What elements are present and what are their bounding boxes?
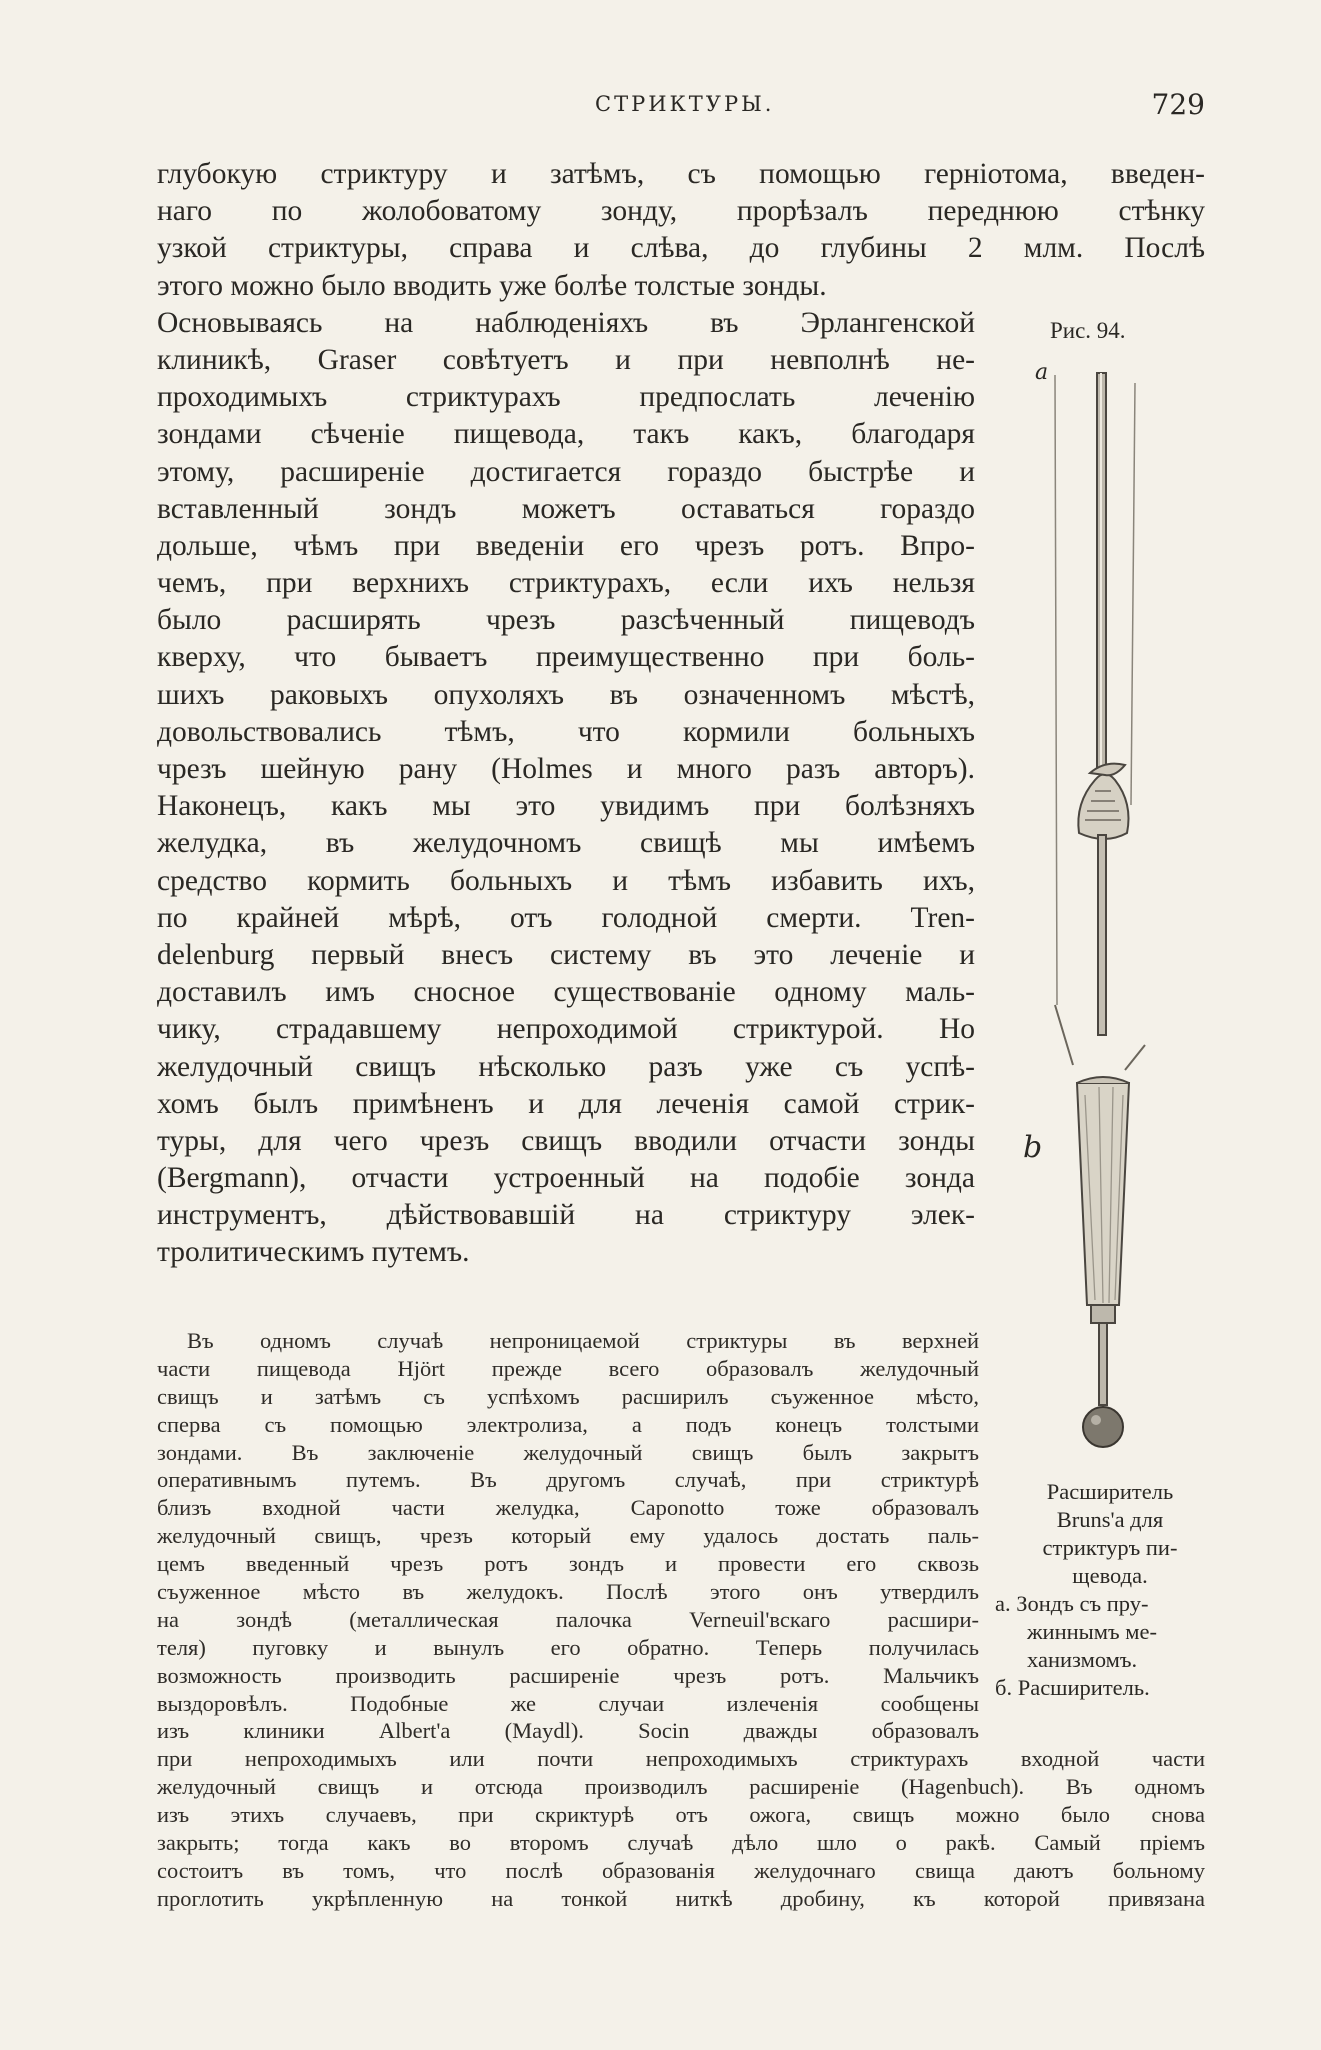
small-line: при непроходимыхъ или почти непроходимыхъ стриктурахъ входной части	[157, 1746, 1205, 1772]
figure-94	[995, 310, 1235, 1460]
text-line: по крайней мѣрѣ, отъ голодной смерти. Tren-	[157, 901, 975, 934]
text-line: (Bergmann), отчасти устроенный на подобіе зонда	[157, 1162, 975, 1195]
text-line: этого можно было вводить уже болѣе толстые зонды.	[157, 269, 827, 302]
text-line: кверху, что бываетъ преимущественно при боль-	[157, 641, 975, 674]
text-line: чику, страдавшему непроходимой стриктурой. Но	[157, 1013, 975, 1046]
text-line: хомъ былъ примѣненъ и для леченія самой стрик-	[157, 1087, 975, 1120]
text-line: чрезъ шейную рану (Holmes и много разъ авторъ).	[157, 753, 975, 785]
small-line: закрыть; тогда какъ во второмъ случаѣ дѣло шло о ракѣ. Самый пріемъ	[157, 1830, 1205, 1856]
text-line: довольствовались тѣмъ, что кормили больныхъ	[157, 715, 975, 748]
small-line: свищъ и затѣмъ съ успѣхомъ расширилъ съуженное мѣсто,	[157, 1383, 979, 1409]
caption-line: б. Расширитель.	[995, 1675, 1150, 1700]
small-line: желудочный свищъ и отсюда производилъ расширеніе (Hagenbuch). Въ одномъ	[157, 1774, 1205, 1800]
small-line: желудочный свищъ, чрезъ который ему удалось достать паль-	[157, 1523, 979, 1549]
small-line: проглотить укрѣпленную на тонкой ниткѣ дробину, къ которой привязана	[157, 1885, 1205, 1911]
text-line: доставилъ имъ сносное существованіе одному маль-	[157, 976, 975, 1009]
caption-line: ханизмомъ.	[1027, 1647, 1138, 1672]
small-line: съуженное мѣсто въ желудокъ. Послѣ этого онъ утвердилъ	[157, 1579, 979, 1605]
running-title: СТРИКТУРЫ.	[595, 92, 775, 116]
text-line: чемъ, при верхнихъ стриктурахъ, если ихъ нельзя	[157, 567, 975, 600]
text-line: было расширять чрезъ разсѣченный пищеводъ	[157, 604, 975, 637]
text-line: тролитическимъ путемъ.	[157, 1236, 470, 1269]
small-line: выздоровѣлъ. Подобные же случаи излеченія сообщены	[157, 1690, 979, 1716]
small-line: сперва съ помощью электролиза, а подъ конецъ толстыми	[157, 1411, 979, 1437]
small-line: цемъ введенный чрезъ ротъ зондъ и провести его сквозь	[157, 1551, 979, 1577]
text-line: желудочный свищъ нѣсколько разъ уже съ успѣ-	[157, 1050, 975, 1083]
caption-line: а. Зондъ съ пру-	[995, 1591, 1149, 1616]
small-line: части пищевода Hjört прежде всего образовалъ желудочный	[157, 1355, 979, 1381]
figure-label: Рис. 94.	[1050, 318, 1126, 343]
text-line: средство кормить больныхъ и тѣмъ избавить ихъ,	[157, 864, 975, 897]
text-line: желудка, въ желудочномъ свищѣ мы имѣемъ	[157, 827, 975, 860]
figure-marker-a: a	[1035, 360, 1049, 385]
small-line: изъ клиники Albert'a (Maydl). Socin дважды образовалъ	[157, 1718, 979, 1744]
text-line: наго по жолобоватому зонду, прорѣзалъ переднюю стѣнку	[157, 195, 1205, 228]
small-print-text	[157, 1327, 1205, 1913]
caption-line: жиннымъ ме-	[1027, 1619, 1158, 1644]
text-line: вставленный зондъ можетъ оставаться гораздо	[157, 492, 975, 525]
caption-line: Bruns'a для	[1056, 1507, 1164, 1532]
dilator-illustration	[995, 365, 1235, 1465]
text-line: глубокую стриктуру и затѣмъ, съ помощью герніотома, введен-	[157, 158, 1205, 190]
text-line: Основываясь на наблюденіяхъ въ Эрлангенской	[157, 306, 975, 339]
text-line: туры, для чего чрезъ свищъ вводили отчасти зонды	[157, 1124, 975, 1157]
caption-line: Расширитель	[1046, 1479, 1174, 1504]
text-line: узкой стриктуры, справа и слѣва, до глубины 2 млм. Послѣ	[157, 232, 1205, 265]
small-line: изъ этихъ случаевъ, при скриктурѣ отъ ожога, свищъ можно было снова	[157, 1802, 1205, 1828]
text-line: delenburg первый внесъ систему въ это леченіе и	[157, 938, 975, 971]
middle-rod	[1098, 835, 1106, 1035]
text-line: дольше, чѣмъ при введеніи его чрезъ ротъ. Впро-	[157, 529, 975, 562]
small-line: возможность производить расширеніе чрезъ ротъ. Мальчикъ	[157, 1662, 979, 1688]
small-line: близъ входной части желудка, Caponotto тоже образовалъ	[157, 1495, 979, 1521]
small-line: оперативнымъ путемъ. Въ другомъ случаѣ, при стриктурѣ	[157, 1467, 979, 1493]
caption-line: стриктуръ пи-	[1042, 1535, 1178, 1560]
text-line: шихъ раковыхъ опухоляхъ въ означенномъ мѣстѣ,	[157, 678, 975, 711]
page-number: 729	[1151, 88, 1205, 121]
small-line: Въ одномъ случаѣ непроницаемой стриктуры въ верхней	[187, 1328, 979, 1353]
small-line: теля) пуговку и вынулъ его обратно. Теперь получилась	[157, 1634, 979, 1660]
running-head	[155, 88, 1205, 122]
small-line: состоитъ въ томъ, что послѣ образованія желудочнаго свища даютъ больному	[157, 1857, 1205, 1883]
text-line: этому, расширеніе достигается гораздо быстрѣе и	[157, 455, 975, 488]
small-line: зондами. Въ заключеніе желудочный свищъ былъ закрытъ	[157, 1439, 979, 1465]
small-line: на зондѣ (металлическая палочка Verneuil'вскаго расшири-	[157, 1606, 979, 1632]
caption-line: щевода.	[1072, 1563, 1148, 1588]
figure-marker-b: b	[1023, 1130, 1043, 1165]
text-line: клиникѣ, Graser совѣтуетъ и при невполнѣ не-	[157, 343, 975, 376]
text-line: зондами сѣченіе пищевода, такъ какъ, благодаря	[157, 418, 975, 451]
text-line: инструментъ, дѣйствовавшій на стриктуру элек-	[157, 1199, 975, 1232]
text-line: Наконецъ, какъ мы это увидимъ при болѣзняхъ	[157, 790, 975, 823]
spring-mechanism	[1078, 774, 1128, 839]
text-line: проходимыхъ стриктурахъ предпослать леченію	[157, 381, 975, 414]
